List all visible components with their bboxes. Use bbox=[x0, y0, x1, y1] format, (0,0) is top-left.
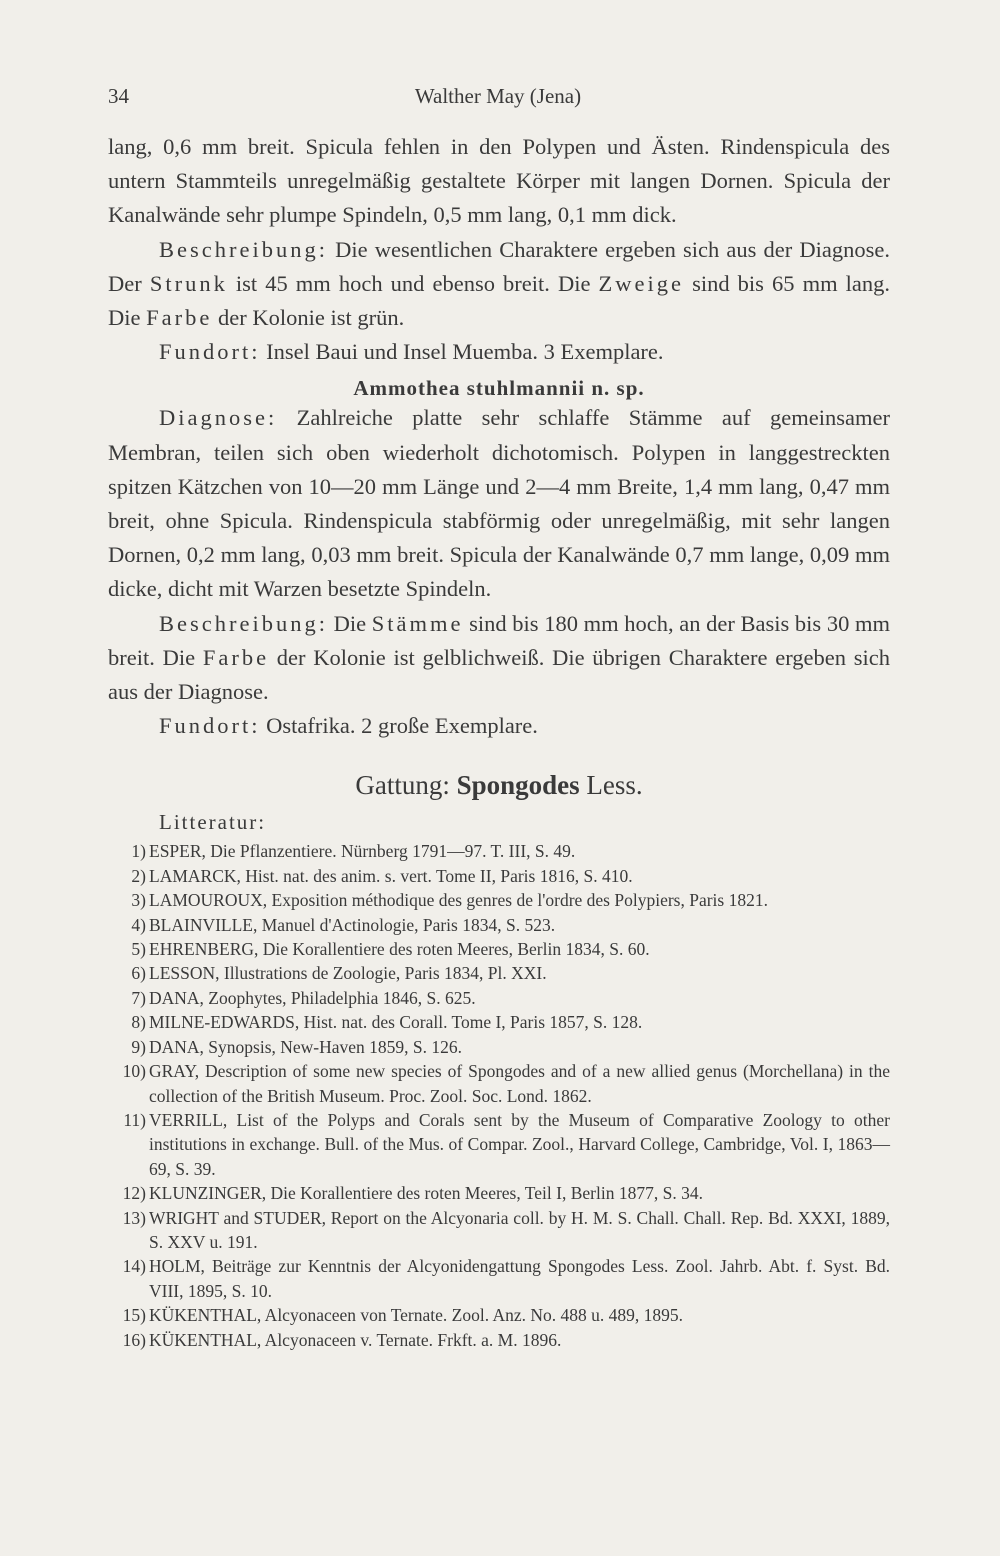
paragraph-description: Beschreibung: Die wesentlichen Charaktere ergeben sich aus der Diagnose. Der Strunk ist 45 mm hoch und ebenso breit. Die Zweige sind bis 65 mm lang. Die Farbe der Kolonie ist grün. bbox=[108, 236, 890, 331]
running-title: Walther May (Jena) bbox=[414, 84, 582, 108]
page-header bbox=[108, 84, 888, 114]
reference-item: 3) LAMOUROUX, Exposition méthodique des genres de l'ordre des Polypiers, Paris 1821. bbox=[131, 890, 768, 911]
paragraph-continuation: lang, 0,6 mm breit. Spicula fehlen in den Polypen und Ästen. Rindenspicula des untern Stammteils unregelmäßig gestaltete Körper mit langen Dornen. Spicula der Kanalwände sehr plumpe Spindeln, 0,5 mm lang, 0,1 mm dick. bbox=[108, 134, 890, 228]
reference-item: 1) ESPER, Die Pflanzentiere. Nürnberg 1791—97. T. III, S. 49. bbox=[131, 841, 576, 862]
reference-item: 4) BLAINVILLE, Manuel d'Actinologie, Paris 1834, S. 523. bbox=[131, 914, 556, 935]
reference-item: 9) DANA, Synopsis, New-Haven 1859, S. 126. bbox=[131, 1036, 463, 1057]
reference-item: 12) KLUNZINGER, Die Korallentiere des roten Meeres, Teil I, Berlin 1877, S. 34. bbox=[122, 1183, 703, 1204]
page-body bbox=[108, 130, 890, 1352]
keyword-farbe: Farbe bbox=[146, 305, 213, 331]
reference-list bbox=[108, 839, 890, 1352]
reference-item: 13) WRIGHT and STUDER, Report on the Alcyonaria coll. by H. M. S. Chall. Chall. Rep. Bd. XXXI, 1889, S. XXV u. 191. bbox=[122, 1207, 890, 1252]
keyword-staemme: Stämme bbox=[371, 610, 464, 636]
keyword-beschreibung: Beschreibung: bbox=[159, 236, 328, 262]
reference-item: 16) KÜKENTHAL, Alcyonaceen v. Ternate. Frkft. a. M. 1896. bbox=[122, 1329, 562, 1350]
genus-heading: Gattung: Spongodes Less. bbox=[355, 770, 643, 801]
keyword-fundort-2: Fundort: bbox=[159, 713, 261, 739]
reference-item: 8) MILNE-EDWARDS, Hist. nat. des Corall. Tome I, Paris 1857, S. 128. bbox=[131, 1012, 643, 1033]
keyword-diagnose: Diagnose: bbox=[159, 405, 278, 431]
keyword-farbe-2: Farbe bbox=[202, 644, 270, 670]
keyword-beschreibung-2: Beschreibung: bbox=[159, 610, 328, 636]
species-heading: Ammothea stuhlmannii n. sp. bbox=[353, 376, 645, 401]
page-number: 34 bbox=[108, 84, 129, 108]
reference-item: 14) HOLM, Beiträge zur Kenntnis der Alcyonidengattung Spongodes Less. Zool. Jahrb. Abt. f. Syst. Bd. VIII, 1895, S. 10. bbox=[122, 1256, 890, 1301]
reference-item: 5) EHRENBERG, Die Korallentiere des roten Meeres, Berlin 1834, S. 60. bbox=[131, 939, 650, 960]
reference-item: 10) GRAY, Description of some new species of Spongodes and of a new allied genus (Morchellana) in the collection of the British Museum. Proc. Zool. Soc. Lond. 1862. bbox=[122, 1061, 890, 1106]
reference-item: 15) KÜKENTHAL, Alcyonaceen von Ternate. Zool. Anz. No. 488 u. 489, 1895. bbox=[122, 1305, 684, 1326]
genus-name: Spongodes bbox=[456, 770, 580, 801]
reference-item: 7) DANA, Zoophytes, Philadelphia 1846, S. 625. bbox=[131, 987, 476, 1008]
keyword-strunk: Strunk bbox=[149, 270, 228, 296]
paragraph-description-2: Beschreibung: Die Stämme sind bis 180 mm hoch, an der Basis bis 30 mm breit. Die Farbe der Kolonie ist gelblichweiß. Die übrigen Charaktere ergeben sich aus der Diagnose. bbox=[108, 610, 890, 705]
paragraph-diagnosis: Diagnose: Zahlreiche platte sehr schlaffe Stämme auf gemeinsamer Membran, teilen sich oben wiederholt dichotomisch. Polypen in langgestreckten spitzen Kätzchen von 10—20 mm Länge und 2—4 mm Breite, 1,4 mm lang, 0,47 mm breit, ohne Spicula. Rindenspicula stabförmig oder unregelmäßig, mit sehr langen Dornen, 0,2 mm lang, 0,03 mm breit. Spicula der Kanalwände 0,7 mm lange, 0,09 mm dicke, dicht mit Warzen besetzte Spindeln. bbox=[108, 405, 890, 602]
paragraph-locality-2: Fundort: Ostafrika. 2 große Exemplare. bbox=[159, 713, 538, 739]
reference-item: 11) VERRILL, List of the Polyps and Corals sent by the Museum of Comparative Zoology to other institutions in exchange. Bull. of the Mus. of Compar. Zool., Harvard College, Cambridge, Vol. I, 1863—69, S. 39. bbox=[123, 1109, 890, 1179]
literature-label: Litteratur: bbox=[159, 810, 267, 835]
keyword-fundort: Fundort: bbox=[159, 339, 261, 365]
paragraph-locality: Fundort: Insel Baui und Insel Muemba. 3 Exemplare. bbox=[159, 339, 664, 365]
keyword-zweige: Zweige bbox=[598, 270, 685, 296]
reference-item: 6) LESSON, Illustrations de Zoologie, Paris 1834, Pl. XXI. bbox=[131, 963, 547, 984]
reference-item: 2) LAMARCK, Hist. nat. des anim. s. vert. Tome II, Paris 1816, S. 410. bbox=[131, 865, 633, 886]
